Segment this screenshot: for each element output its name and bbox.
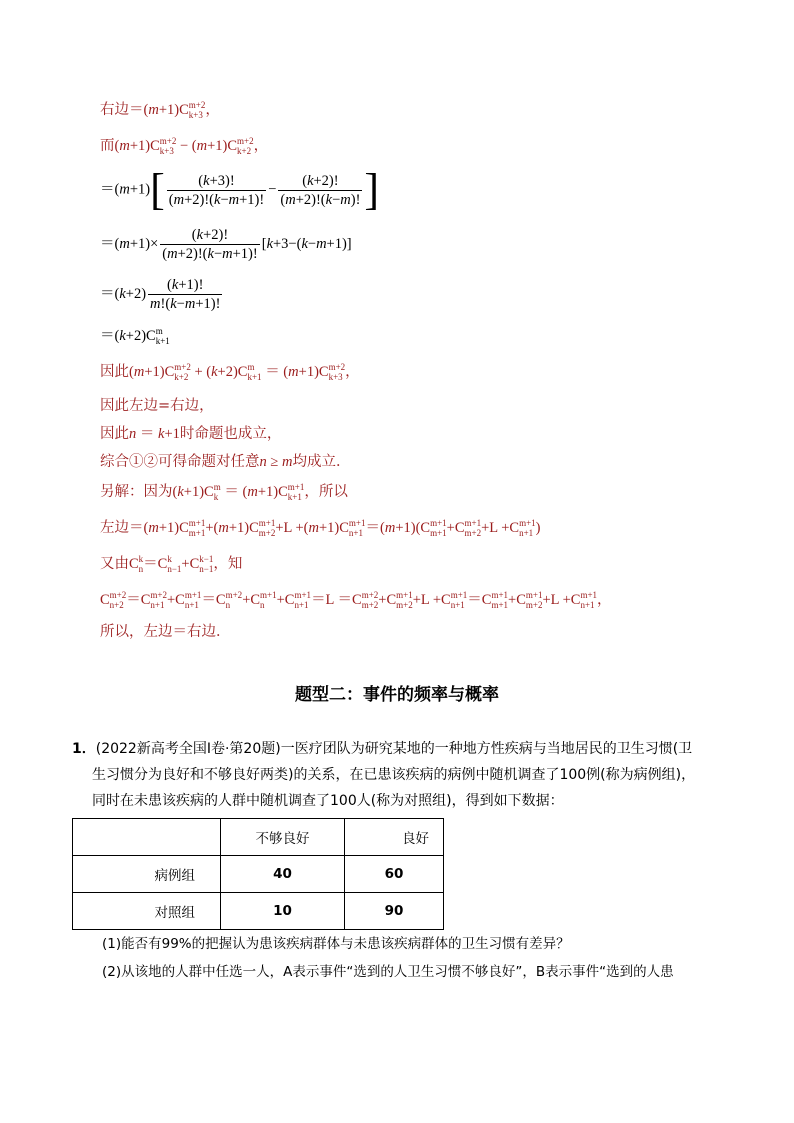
table-row-label: 病例组 <box>73 856 221 893</box>
problem-line-2: 生习惯分为良好和不够良好两类)的关系，在已患该疾病的病例中随机调查了100例(称为病例组)， <box>92 767 696 783</box>
proof-line-therefore-identity: 因此(m+1)C m+2 k+2 + (k+2)C m k+1 ＝ (m+1)C m+2 k+3 ， <box>100 361 360 382</box>
nk1-post: 时命题也成立， <box>179 426 282 442</box>
proof-line-left-sum: 左边＝(m+1)C m+1 m+1 +(m+1)C m+1 m+2 +L +(m+1)C m+1 n+1 ＝(m+1)(C m+1 m+1 +C m+1 m+2 +L +C m+1 n+1 ) <box>100 517 541 538</box>
question-2: (2)从该地的人群中任选一人，A表示事件“选到的人卫生习惯不够良好”，B表示事件“选到的人患 <box>102 964 674 980</box>
table-row-label: 对照组 <box>73 893 221 930</box>
proof-line-combination: ＝(k+2)C m k+1 <box>100 325 170 346</box>
problem-line-3: 同时在未患该疾病的人群中随机调查了100人(称为对照组)，得到如下数据： <box>92 793 564 809</box>
problem-line-1: (2022新高考全国Ⅰ卷·第20题)一医疗团队为研究某地的一种地方性疾病与当地居民的卫生习惯(卫 <box>95 741 693 757</box>
right-label: 右边 <box>100 102 129 118</box>
youyou-label: 又由 <box>100 556 129 572</box>
zhi-label: ，知 <box>213 556 243 572</box>
section-title: 题型二：事件的频率与概率 <box>295 685 499 705</box>
table-header-row <box>73 819 444 856</box>
left-eq-right-text: 因此左边=右边， <box>100 398 214 414</box>
table-cell: 60 <box>345 856 444 893</box>
conclusion-text: 所以，左边＝右边． <box>100 624 231 640</box>
proof-line-pascal: 又由C k n ＝C k n−1 +C k−1 n−1 ，知 <box>100 553 243 574</box>
proof-line-n-k1: 因此n ＝ k+1时命题也成立， <box>100 426 282 442</box>
nk1-pre: 因此 <box>100 426 129 442</box>
proof-line-conclusion-induction: 综合①②可得命题对任意n ≥ m均成立． <box>100 454 351 470</box>
data-table <box>72 818 444 930</box>
proof-line-factorial-expansion: ＝(m+1)[ $\frac{(k+3)!}{(m+2)!(k-m+1)!}$ − $\frac{(k+2)!}{(m+2)!(k-m)!}$ ] <box>100 165 380 214</box>
table-cell: 90 <box>345 893 444 930</box>
left-label: 左边 <box>100 520 129 536</box>
table-row <box>73 856 444 893</box>
er-label: 而 <box>100 138 115 154</box>
proof-line-simplified: ＝(k+2) $\frac{(k+1)!}{m!(k-m+1)!}$ <box>100 277 221 312</box>
problem-number: 1． <box>72 741 96 757</box>
proof-line-common-factor: ＝(m+1)× $\frac{(k+2)!}{(m+2)!(k-m+1)!}$ [k+3−(k−m+1)] <box>100 227 352 262</box>
proof-line-right-side: 右边＝(m+1)C m+2 k+3 ， <box>100 99 220 120</box>
problem-1-text <box>72 736 722 814</box>
table-header-cell: 不够良好 <box>221 819 345 856</box>
zonghe-post: 均成立． <box>292 454 351 470</box>
table-row <box>73 893 444 930</box>
table-cell: 10 <box>221 893 345 930</box>
table-cell: 40 <box>221 856 345 893</box>
proof-line-final <box>100 622 231 642</box>
alt-post: ，所以 <box>304 484 348 500</box>
proof-line-alternative: 另解：因为(k+1)C m k ＝ (m+1)C m+1 k+1 ，所以 <box>100 481 348 502</box>
table-header-cell <box>73 819 221 856</box>
yinci-label: 因此 <box>100 364 129 380</box>
alt-pre: 另解：因为 <box>100 484 173 500</box>
zonghe-pre: 综合①②可得命题对任意 <box>100 454 260 470</box>
proof-line-left-equals-right <box>100 396 214 416</box>
question-1: (1)能否有99%的把握认为患该疾病群体与未患该疾病群体的卫生习惯有差异？ <box>102 936 570 952</box>
table-header-cell: 良好 <box>345 819 444 856</box>
proof-line-difference: 而(m+1)C m+2 k+3 − (m+1)C m+2 k+2 ， <box>100 135 269 156</box>
proof-line-telescoping: C m+2 n+2 ＝C m+2 n+1 +C m+1 n+1 ＝C m+2 n +C m+1 n +C m+1 n+1 ＝L ＝C m+2 m+2 +C m+1 m+2 +L +C m+1 n+1 ＝C m+1 m+1 +C m+1 m+2 +L +C m+1 n+1 ， <box>100 589 612 610</box>
